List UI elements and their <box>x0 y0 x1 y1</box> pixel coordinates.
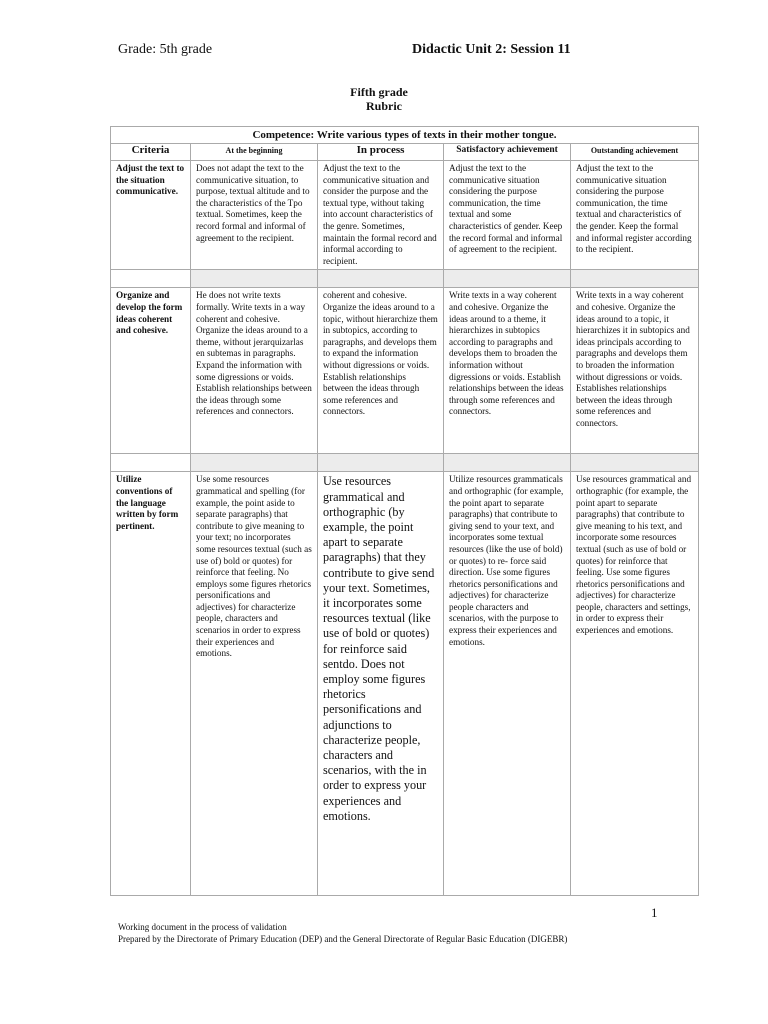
rubric-cell: Adjust the text to the communicative situation considering the purpose communication, the time textual and characteristics of the gender. Keep the formal and informal register according to the recipient. <box>571 161 699 270</box>
rubric-table <box>110 126 699 896</box>
rubric-cell: coherent and cohesive. Organize the ideas around to a topic, without hierarchize them in subtopics, according to paragraphs, and develops them to expand the information without digressions or voids. Establish relationships between the ideas through some references and connectors. <box>318 288 444 454</box>
spacer-cell <box>191 454 318 472</box>
rubric-cell: Utilize resources grammaticals and orthographic (for example, the point apart to separate paragraphs) that contribute to giving send to your text, and incorporates some textual resources (like the use of bold) or quotes) to re- force said direction. Use some figures rhetorics personifications and adjectives) for characterize people characters and scenarios, with the purpose to express their experiences and emotions. <box>444 472 571 896</box>
rubric-cell: Write texts in a way coherent and cohesive. Organize the ideas around to a topic, it hierarchizes it in subtopics and ideas principals according to paragraphs and develops them to broaden the information without digressions or voids. Establishes relationships between the ideas through some references and connectors. <box>571 288 699 454</box>
spacer-cell <box>318 454 444 472</box>
header-criteria: Criteria <box>111 144 191 161</box>
spacer-cell <box>571 270 699 288</box>
header-in-process: In process <box>318 144 444 161</box>
spacer-cell <box>191 270 318 288</box>
rubric-cell: Does not adapt the text to the communicative situation, to purpose, textual altitude and to the characteristics of the Tpo textual. Sometimes, keep the record formal and informal of agreement to the recipient. <box>191 161 318 270</box>
rubric-cell: Write texts in a way coherent and cohesive. Organize the ideas around to a theme, it hierarchizes in subtopics according to paragraphs and develops them to broaden the information without digressions or voids. Establish relationships between the ideas through some references and connectors. <box>444 288 571 454</box>
spacer-cell <box>444 270 571 288</box>
criteria-cell: Utilize conventions of the language written by form pertinent. <box>111 472 191 896</box>
header-satisfactory: Satisfactory achievement <box>444 144 571 161</box>
spacer-row <box>111 270 699 288</box>
footer <box>118 921 567 945</box>
rubric-cell: Use resources grammatical and orthographic (by example, the point apart to separate paragraphs) that they contribute to give send your text. Sometimes, it incorporates some resources textual (like use of bold or quotes) for reinforce said sentdo. Does not employ some figures rhetorics personifications and adjunctions to characterize people, characters and scenarios, with the in order to express your experiences and emotions. <box>318 472 444 896</box>
header-row <box>111 144 699 161</box>
spacer-cell <box>111 454 191 472</box>
document-title <box>0 85 768 113</box>
rubric-cell: Adjust the text to the communicative situation considering the purpose communication, the time textual and some characteristics of gender. Keep the record formal and informal of agreement to the recipient. <box>444 161 571 270</box>
title-line-1: Fifth grade <box>350 85 408 99</box>
spacer-cell <box>111 270 191 288</box>
rubric-cell: He does not write texts formally. Write texts in a way coherent and cohesive. Organize the ideas around to a theme, without jerarquizarlas en subtemas in paragraphs. Expand the information with some digressions or voids. Establish relationships between the ideas through some references and connectors. <box>191 288 318 454</box>
unit-title: Didactic Unit 2: Session 11 <box>412 42 571 57</box>
footer-line-2: Prepared by the Directorate of Primary Education (DEP) and the General Directorate of Regular Basic Education (DIGEBR) <box>118 934 568 944</box>
table-row <box>111 161 699 270</box>
header-at-the-beginning: At the beginning <box>191 144 318 161</box>
criteria-cell: Adjust the text to the situation communicative. <box>111 161 191 270</box>
spacer-cell <box>444 454 571 472</box>
page-number: 1 <box>651 905 658 920</box>
spacer-cell <box>571 454 699 472</box>
table-row <box>111 472 699 896</box>
header-outstanding: Outstanding achievement <box>571 144 699 161</box>
competence-row <box>111 127 699 144</box>
grade-label: Grade: 5th grade <box>118 42 213 57</box>
rubric-cell: Adjust the text to the communicative situation and consider the purpose and the textual type, without taking into account characteristics of the genre. Sometimes, maintain the formal record and informal according to recipient. <box>318 161 444 270</box>
title-line-2: Rubric <box>366 99 402 113</box>
rubric-cell: Use some resources grammatical and spelling (for example, the point aside to separate paragraphs) that contribute to give meaning to your text; no incorporates some resources textual (such as use of) bold or quotes) for reinforce that feeling. No employs some figures rhetorics personifications and adjectives) for characterize people, characters and scenarios in order to express their experiences and emotions. <box>191 472 318 896</box>
criteria-cell: Organize and develop the form ideas coherent and cohesive. <box>111 288 191 454</box>
rubric-cell: Use resources grammatical and orthographic (for example, the point apart to separate paragraphs) that contribute to give meaning to his text, and incorporate some resources textual (such as use of bold or quotes) for reinforce that feeling. Use some figures rhetorics personifications and adjectives) for characterize people, characters and settings, in order to express their experiences and emotions. <box>571 472 699 896</box>
spacer-cell <box>318 270 444 288</box>
spacer-row <box>111 454 699 472</box>
competence-cell: Competence: Write various types of texts in their mother tongue. <box>111 127 699 144</box>
table-row <box>111 288 699 454</box>
footer-line-1: Working document in the process of validation <box>118 922 287 932</box>
